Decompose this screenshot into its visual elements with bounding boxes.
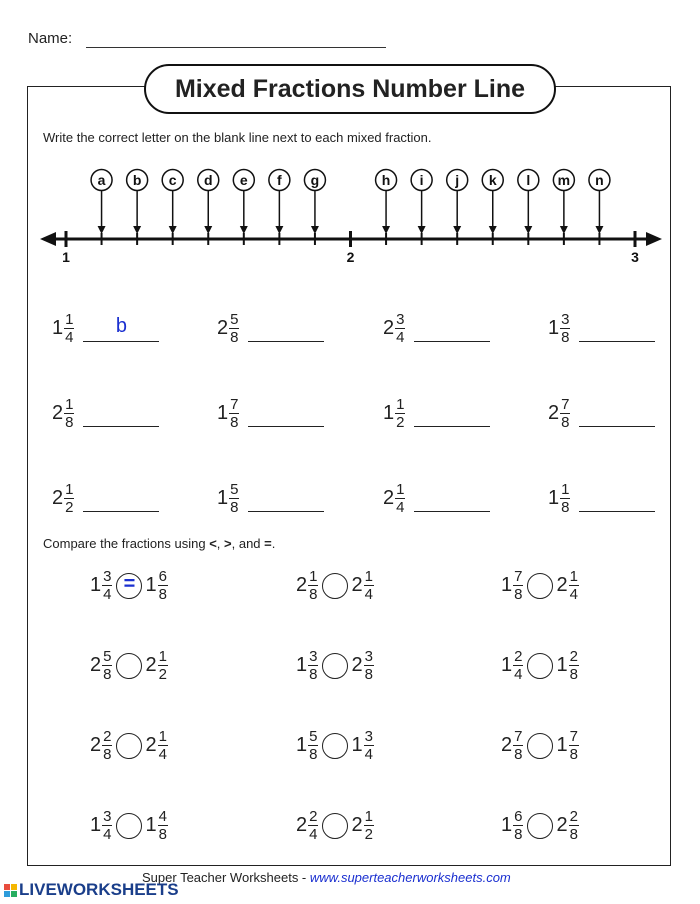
answer-blank[interactable]	[414, 400, 490, 427]
mixed-fraction: 1 $\frac{4}{8}$	[145, 808, 167, 843]
compare-item	[296, 729, 375, 762]
match-item	[217, 397, 324, 430]
letter-label: a	[97, 172, 106, 188]
mixed-fraction: 2 $\frac{1}{2}$	[145, 648, 167, 683]
mixed-fraction: 1 $\frac{2}{8}$	[556, 648, 578, 683]
answer-blank[interactable]	[579, 400, 655, 427]
mixed-fraction: 2 $\frac{2}{4}$	[296, 808, 318, 843]
letter-label: j	[455, 172, 460, 188]
mixed-fraction: 2 $\frac{2}{8}$	[90, 728, 112, 763]
compare-item	[501, 649, 580, 682]
pointer-arrowhead-icon	[204, 226, 212, 234]
pointer-arrowhead-icon	[382, 226, 390, 234]
mixed-fraction: 2 $\frac{1}{8}$	[296, 568, 318, 603]
letter-label: n	[595, 172, 604, 188]
pointer-arrowhead-icon	[311, 226, 319, 234]
match-item	[548, 312, 655, 345]
pointer-arrowhead-icon	[418, 226, 426, 234]
pointer-arrowhead-icon	[133, 226, 141, 234]
compare-item	[90, 649, 169, 682]
pointer-arrowhead-icon	[489, 226, 497, 234]
name-row	[28, 30, 72, 47]
letter-label: k	[488, 172, 497, 188]
answer-blank[interactable]	[414, 315, 490, 342]
compare-item	[501, 809, 580, 842]
compare-answer-circle[interactable]	[527, 813, 553, 839]
mixed-fraction: 1 $\frac{6}{8}$	[145, 568, 167, 603]
match-item	[383, 482, 490, 515]
match-item	[52, 397, 159, 430]
compare-answer-circle[interactable]: =	[116, 573, 142, 599]
pointer-arrowhead-icon	[595, 226, 603, 234]
liveworksheets-logo	[4, 880, 179, 900]
mixed-fraction: 1 $\frac{1}{8}$	[548, 481, 570, 516]
compare-item	[296, 569, 375, 602]
mixed-fraction: 1 $\frac{7}{8}$	[556, 728, 578, 763]
tick-label: 3	[631, 249, 639, 265]
letter-label: f	[277, 172, 282, 188]
letter-label: c	[168, 172, 177, 188]
mixed-fraction: 1 $\frac{3}{8}$	[296, 648, 318, 683]
match-item	[383, 312, 490, 345]
answer-blank[interactable]	[83, 485, 159, 512]
compare-item	[90, 729, 169, 762]
answer-blank[interactable]: b	[83, 315, 159, 342]
mixed-fraction: 1 $\frac{1}{4}$	[52, 311, 74, 346]
match-item	[548, 482, 655, 515]
footer-text: Super Teacher Worksheets -	[142, 870, 310, 885]
mixed-fraction: 1 $\frac{3}{8}$	[548, 311, 570, 346]
letter-label: b	[132, 172, 142, 188]
pointer-arrowhead-icon	[98, 226, 106, 234]
pointer-arrowhead-icon	[524, 226, 532, 234]
mixed-fraction: 1 $\frac{7}{8}$	[217, 396, 239, 431]
mixed-fraction: 1 $\frac{6}{8}$	[501, 808, 523, 843]
mixed-fraction: 2 $\frac{5}{8}$	[90, 648, 112, 683]
footer-link[interactable]: www.superteacherworksheets.com	[309, 870, 511, 885]
footer	[142, 870, 511, 885]
answer-blank[interactable]	[414, 485, 490, 512]
mixed-fraction: 2 $\frac{5}{8}$	[217, 311, 239, 346]
answer-blank[interactable]	[248, 315, 324, 342]
compare-item	[90, 569, 169, 602]
compare-answer-circle[interactable]	[527, 573, 553, 599]
logo-text: LIVEWORKSHEETS	[19, 880, 179, 899]
mixed-fraction: 1 $\frac{5}{8}$	[217, 481, 239, 516]
mixed-fraction: 1 $\frac{5}{8}$	[296, 728, 318, 763]
letter-label: e	[239, 172, 248, 188]
match-item	[52, 312, 159, 345]
match-item	[52, 482, 159, 515]
number-line	[0, 150, 700, 270]
compare-answer-circle[interactable]	[322, 653, 348, 679]
mixed-fraction: 2 $\frac{3}{8}$	[351, 648, 373, 683]
mixed-fraction: 1 $\frac{2}{4}$	[501, 648, 523, 683]
mixed-fraction: 2 $\frac{1}{4}$	[145, 728, 167, 763]
compare-item	[501, 569, 580, 602]
left-arrow-icon	[40, 232, 56, 246]
logo-icon	[4, 884, 17, 897]
match-item	[217, 482, 324, 515]
letter-label: i	[419, 172, 424, 188]
pointer-arrowhead-icon	[169, 226, 177, 234]
name-label: Name:	[28, 30, 73, 47]
pointer-arrowhead-icon	[240, 226, 248, 234]
worksheet-title: Mixed Fractions Number Line	[144, 64, 556, 114]
answer-blank[interactable]	[83, 400, 159, 427]
mixed-fraction: 2 $\frac{2}{8}$	[556, 808, 578, 843]
letter-label: d	[203, 172, 213, 188]
letter-label: h	[381, 172, 391, 188]
compare-item	[296, 809, 375, 842]
answer-blank[interactable]	[579, 315, 655, 342]
tick-label: 1	[62, 249, 70, 265]
compare-answer-circle[interactable]	[322, 733, 348, 759]
compare-answer-circle[interactable]	[527, 653, 553, 679]
compare-item	[296, 649, 375, 682]
mixed-fraction: 1 $\frac{3}{4}$	[351, 728, 373, 763]
compare-answer-circle[interactable]	[116, 653, 142, 679]
tick-label: 2	[346, 249, 355, 265]
match-item	[217, 312, 324, 345]
compare-answer-circle[interactable]	[116, 733, 142, 759]
answer-blank[interactable]	[579, 485, 655, 512]
match-item	[548, 397, 655, 430]
letter-label: m	[557, 172, 571, 188]
match-item	[383, 397, 490, 430]
compare-answer-circle[interactable]	[527, 733, 553, 759]
mixed-fraction: 1 $\frac{7}{8}$	[501, 568, 523, 603]
answer-blank[interactable]	[248, 485, 324, 512]
pointer-arrowhead-icon	[453, 226, 461, 234]
mixed-fraction: 2 $\frac{7}{8}$	[501, 728, 523, 763]
mixed-fraction: 1 $\frac{3}{4}$	[90, 808, 112, 843]
pointer-arrowhead-icon	[560, 226, 568, 234]
name-input-line[interactable]	[86, 47, 386, 48]
mixed-fraction: 1 $\frac{1}{2}$	[383, 396, 405, 431]
compare-item	[90, 809, 169, 842]
mixed-fraction: 2 $\frac{3}{4}$	[383, 311, 405, 346]
mixed-fraction: 2 $\frac{1}{8}$	[52, 396, 74, 431]
compare-answer-circle[interactable]	[322, 813, 348, 839]
mixed-fraction: 2 $\frac{1}{4}$	[556, 568, 578, 603]
mixed-fraction: 2 $\frac{1}{2}$	[52, 481, 74, 516]
answer-blank[interactable]	[248, 400, 324, 427]
compare-answer-circle[interactable]	[322, 573, 348, 599]
instructions-number-line: Write the correct letter on the blank line next to each mixed fraction.	[43, 130, 432, 145]
letter-label: l	[526, 172, 531, 188]
instructions-compare: Compare the fractions using <, >, and =.	[43, 536, 276, 551]
mixed-fraction: 2 $\frac{1}{4}$	[351, 568, 373, 603]
right-arrow-icon	[646, 232, 662, 246]
letter-label: g	[310, 172, 320, 188]
mixed-fraction: 2 $\frac{1}{4}$	[383, 481, 405, 516]
compare-item	[501, 729, 580, 762]
pointer-arrowhead-icon	[275, 226, 283, 234]
mixed-fraction: 2 $\frac{7}{8}$	[548, 396, 570, 431]
mixed-fraction: 1 $\frac{3}{4}$	[90, 568, 112, 603]
mixed-fraction: 2 $\frac{1}{2}$	[351, 808, 373, 843]
compare-answer-circle[interactable]	[116, 813, 142, 839]
